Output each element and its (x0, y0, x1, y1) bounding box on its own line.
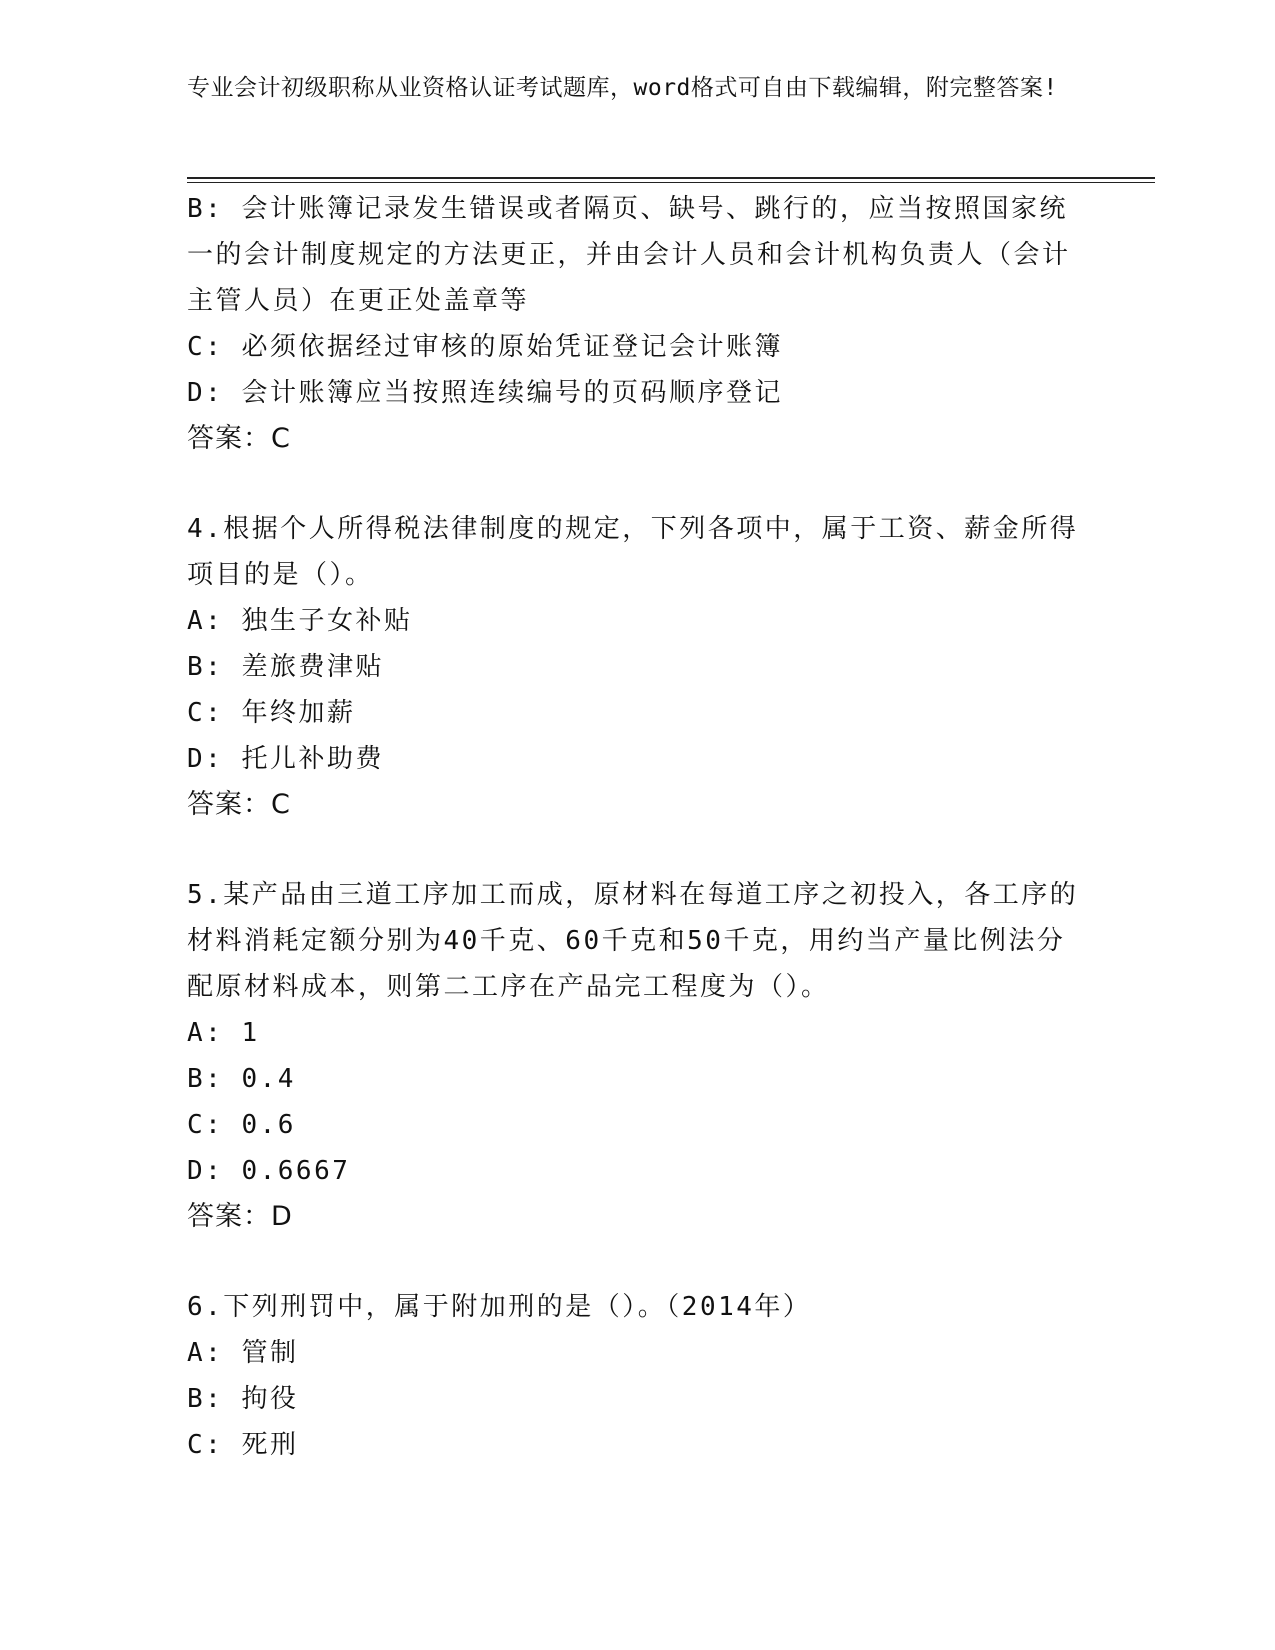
q6-option-a: A: 管制 (187, 1338, 299, 1368)
q3-answer: 答案：C (187, 423, 291, 454)
q3-option-c: C: 必须依据经过审核的原始凭证登记会计账簿 (187, 332, 783, 362)
q6-text: 6.下列刑罚中，属于附加刑的是（）。（2014年） (187, 1292, 812, 1322)
q4-option-d: D: 托儿补助费 (187, 744, 384, 774)
q5-option-c: C: 0.6 (187, 1110, 296, 1140)
document-header: 专业会计初级职称从业资格认证考试题库，word格式可自由下载编辑，附完整答案! (187, 75, 1058, 101)
q4-option-b: B: 差旅费津贴 (187, 652, 384, 682)
question-3-continued (187, 186, 1087, 462)
q5-text: 5.某产品由三道工序加工而成，原材料在每道工序之初投入，各工序的材料消耗定额分别为40千克、60千克和50千克，用约当产量比例法分配原材料成本，则第二工序在产品完工程度为（）。 (187, 880, 1079, 1002)
question-6 (187, 1284, 1087, 1468)
q4-answer: 答案：C (187, 789, 291, 820)
spacer (187, 462, 1087, 506)
q5-option-d: D: 0.6667 (187, 1156, 351, 1186)
q5-answer: 答案：D (187, 1201, 293, 1232)
q5-option-a: A: 1 (187, 1018, 260, 1048)
spacer (187, 1240, 1087, 1284)
question-content (187, 186, 1087, 1468)
header-rule-thin (187, 182, 1155, 183)
question-4 (187, 506, 1087, 828)
spacer (187, 828, 1087, 872)
q6-option-c: C: 死刑 (187, 1430, 299, 1460)
q6-option-b: B: 拘役 (187, 1384, 299, 1414)
question-5 (187, 872, 1087, 1240)
q5-option-b: B: 0.4 (187, 1064, 296, 1094)
header-rule-thick (187, 177, 1155, 179)
q4-option-a: A: 独生子女补贴 (187, 606, 413, 636)
q4-text: 4.根据个人所得税法律制度的规定，下列各项中，属于工资、薪金所得项目的是（）。 (187, 514, 1079, 590)
q4-option-c: C: 年终加薪 (187, 698, 356, 728)
q3-option-d: D: 会计账簿应当按照连续编号的页码顺序登记 (187, 378, 783, 408)
q3-option-b: B: 会计账簿记录发生错误或者隔页、缺号、跳行的，应当按照国家统一的会计制度规定的方法更正，并由会计人员和会计机构负责人（会计主管人员）在更正处盖章等 (187, 194, 1071, 316)
